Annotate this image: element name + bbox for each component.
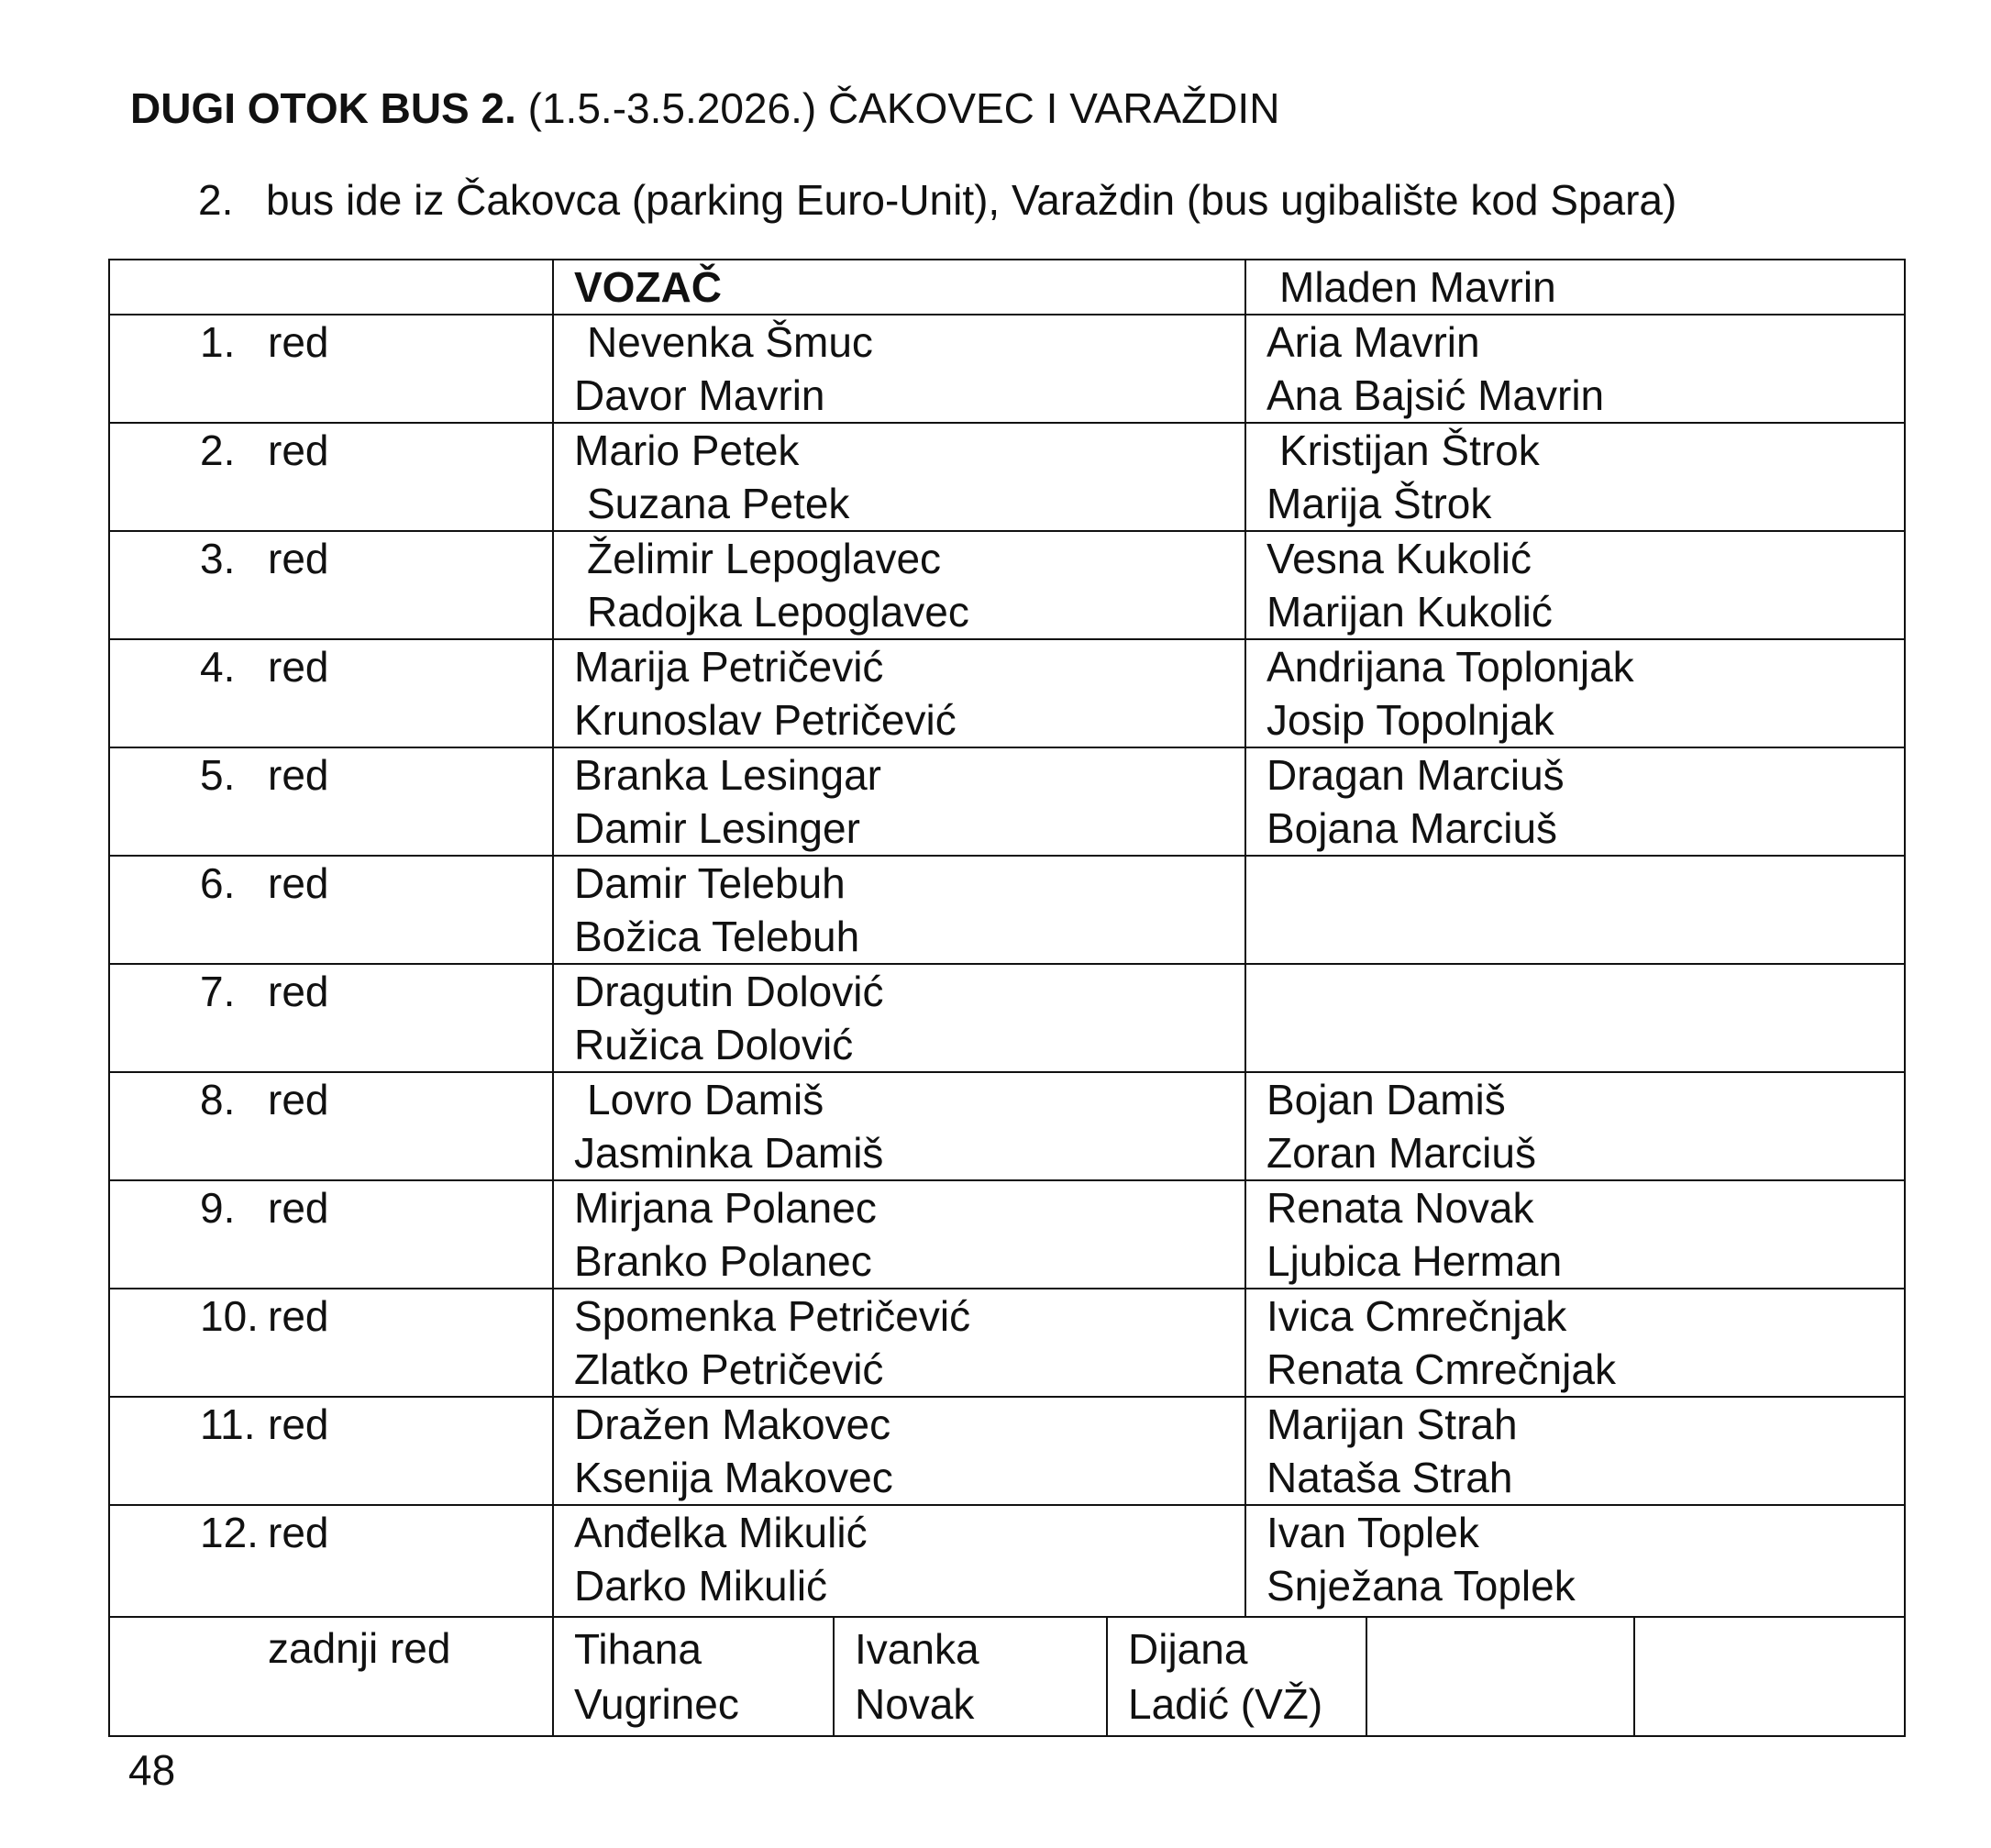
table-row xyxy=(109,964,1905,1072)
table-row xyxy=(109,531,1905,639)
passenger-name: Ivanka xyxy=(855,1625,979,1673)
row-label-text: red xyxy=(268,643,329,691)
last-row-seat xyxy=(1634,1618,1905,1735)
row-number: 10. xyxy=(200,1292,259,1340)
last-row xyxy=(109,1617,1905,1736)
row-label xyxy=(109,1289,553,1397)
table-row xyxy=(109,315,1905,423)
left-seats xyxy=(553,1505,1245,1617)
passenger-name: Branka Lesingar xyxy=(574,751,881,799)
driver-name-text: Mladen Mavrin xyxy=(1279,263,1556,311)
left-seats xyxy=(553,423,1245,531)
driver-label: VOZAČ xyxy=(553,260,1245,315)
row-label-text: red xyxy=(268,1509,329,1556)
passenger-name: Dijana xyxy=(1128,1625,1248,1673)
last-row-seat xyxy=(1107,1618,1366,1735)
row-label xyxy=(109,423,553,531)
driver-name xyxy=(1245,260,1905,315)
passenger-name xyxy=(1655,1621,1905,1676)
passenger-name xyxy=(1388,1621,1633,1676)
row-label-text: red xyxy=(268,426,329,474)
passenger-name: Novak xyxy=(855,1680,975,1728)
seating-table xyxy=(108,259,1906,1737)
passenger-name: Damir Telebuh xyxy=(574,859,846,907)
passenger-name: Kristijan Štrok xyxy=(1279,426,1540,474)
title-rest: (1.5.-3.5.2026.) ČAKOVEC I VARAŽDIN xyxy=(515,84,1280,132)
row-label xyxy=(109,747,553,856)
passenger-name: Vugrinec xyxy=(574,1680,739,1728)
table-row xyxy=(109,423,1905,531)
left-seats xyxy=(553,1289,1245,1397)
passenger-name: Dragan Marciuš xyxy=(1266,751,1565,799)
left-seats xyxy=(553,1072,1245,1180)
table-row xyxy=(109,1180,1905,1289)
passenger-name: Božica Telebuh xyxy=(574,913,860,960)
row-number: 3. xyxy=(200,535,236,582)
right-seats xyxy=(1245,1289,1905,1397)
passenger-name: Damir Lesinger xyxy=(574,804,860,852)
passenger-name: Andrijana Toplonjak xyxy=(1266,643,1634,691)
passenger-name: Ivan Toplek xyxy=(1266,1509,1479,1556)
left-seats xyxy=(553,315,1245,423)
table-row xyxy=(109,1397,1905,1505)
row-number: 12. xyxy=(200,1509,259,1556)
left-seats xyxy=(553,1180,1245,1289)
passenger-name: Ivica Cmrečnjak xyxy=(1266,1292,1567,1340)
right-seats xyxy=(1245,315,1905,423)
passenger-name: Želimir Lepoglavec xyxy=(587,535,942,582)
passenger-name: Branko Polanec xyxy=(574,1237,872,1285)
right-seats xyxy=(1245,1180,1905,1289)
passenger-name: Josip Topolnjak xyxy=(1266,696,1554,744)
passenger-name: Spomenka Petričević xyxy=(574,1292,971,1340)
passenger-name xyxy=(1266,965,1904,1018)
driver-row xyxy=(109,260,1905,315)
row-label-text: red xyxy=(268,1292,329,1340)
row-number: 1. xyxy=(200,318,236,366)
passenger-name: Ljubica Herman xyxy=(1266,1237,1563,1285)
row-label-text: red xyxy=(268,968,329,1015)
passenger-name: Mario Petek xyxy=(574,426,800,474)
passenger-name: Marija Štrok xyxy=(1266,480,1492,527)
left-seats xyxy=(553,747,1245,856)
row-label xyxy=(109,531,553,639)
table-row xyxy=(109,639,1905,747)
passenger-name: Renata Cmrečnjak xyxy=(1266,1345,1616,1393)
passenger-name: Ksenija Makovec xyxy=(574,1454,893,1501)
passenger-name: Dražen Makovec xyxy=(574,1400,891,1448)
row-label xyxy=(109,315,553,423)
row-label-text: red xyxy=(268,859,329,907)
left-seats xyxy=(553,639,1245,747)
passenger-name: Tihana xyxy=(574,1625,702,1673)
row-label-text: red xyxy=(268,1400,329,1448)
right-seats xyxy=(1245,964,1905,1072)
left-seats xyxy=(553,856,1245,964)
passenger-name: Bojana Marciuš xyxy=(1266,804,1558,852)
left-seats xyxy=(553,531,1245,639)
passenger-name: Krunoslav Petričević xyxy=(574,696,957,744)
left-seats xyxy=(553,964,1245,1072)
passenger-name: Marijan Kukolić xyxy=(1266,588,1553,636)
passenger-name: Renata Novak xyxy=(1266,1184,1534,1232)
right-seats xyxy=(1245,1397,1905,1505)
passenger-name: Marijan Strah xyxy=(1266,1400,1518,1448)
passenger-name: Darko Mikulić xyxy=(574,1562,828,1610)
right-seats xyxy=(1245,1072,1905,1180)
passenger-name xyxy=(1388,1676,1633,1732)
passenger-name: Aria Mavrin xyxy=(1266,318,1480,366)
right-seats xyxy=(1245,639,1905,747)
passenger-name: Davor Mavrin xyxy=(574,371,825,419)
row-label-text: red xyxy=(268,1076,329,1123)
row-label xyxy=(109,1397,553,1505)
left-seats xyxy=(553,1397,1245,1505)
row-label-text: red xyxy=(268,318,329,366)
page-title xyxy=(130,81,1279,136)
row-number: 5. xyxy=(200,751,236,799)
row-number: 8. xyxy=(200,1076,236,1123)
row-number: 2. xyxy=(200,426,236,474)
table-row xyxy=(109,747,1905,856)
passenger-name xyxy=(1266,857,1904,910)
last-row-label: zadnji red xyxy=(109,1617,553,1736)
row-label xyxy=(109,856,553,964)
last-row-seats xyxy=(553,1617,1905,1736)
row-number: 4. xyxy=(200,643,236,691)
passenger-name: Radojka Lepoglavec xyxy=(587,588,969,636)
row-label xyxy=(109,639,553,747)
passenger-name: Zlatko Petričević xyxy=(574,1345,884,1393)
row-number: 9. xyxy=(200,1184,236,1232)
row-number: 11. xyxy=(200,1400,256,1448)
row-label xyxy=(109,1072,553,1180)
passenger-name: Vesna Kukolić xyxy=(1266,535,1532,582)
page-number: 48 xyxy=(128,1746,176,1794)
subtitle-number: 2. xyxy=(198,176,234,224)
subtitle xyxy=(198,172,1676,227)
table-row xyxy=(109,1289,1905,1397)
passenger-name: Jasminka Damiš xyxy=(574,1129,884,1177)
right-seats xyxy=(1245,531,1905,639)
last-row-seat xyxy=(834,1618,1107,1735)
table-row xyxy=(109,856,1905,964)
subtitle-text: bus ide iz Čakovca (parking Euro-Unit), Varaždin (bus ugibalište kod Spara) xyxy=(266,176,1677,224)
row-label xyxy=(109,1505,553,1617)
passenger-name: Zoran Marciuš xyxy=(1266,1129,1536,1177)
passenger-name: Nataša Strah xyxy=(1266,1454,1513,1501)
last-row-seat xyxy=(1366,1618,1634,1735)
passenger-name: Nevenka Šmuc xyxy=(587,318,873,366)
passenger-name: Anđelka Mikulić xyxy=(574,1509,868,1556)
right-seats xyxy=(1245,1505,1905,1617)
driver-empty-cell xyxy=(109,260,553,315)
row-label xyxy=(109,1180,553,1289)
right-seats xyxy=(1245,423,1905,531)
table-row xyxy=(109,1072,1905,1180)
passenger-name xyxy=(1266,1018,1904,1071)
row-label-text: red xyxy=(268,535,329,582)
passenger-name: Suzana Petek xyxy=(587,480,850,527)
passenger-name: Ružica Dolović xyxy=(574,1021,854,1068)
passenger-name xyxy=(1266,910,1904,963)
right-seats xyxy=(1245,747,1905,856)
row-label-text: red xyxy=(268,751,329,799)
passenger-name: Ladić (VŽ) xyxy=(1128,1680,1323,1728)
last-row-seat xyxy=(554,1618,834,1735)
passenger-name: Bojan Damiš xyxy=(1266,1076,1506,1123)
right-seats xyxy=(1245,856,1905,964)
passenger-name: Snježana Toplek xyxy=(1266,1562,1576,1610)
title-bold: DUGI OTOK BUS 2. xyxy=(130,84,516,132)
row-label-text: red xyxy=(268,1184,329,1232)
passenger-name: Mirjana Polanec xyxy=(574,1184,877,1232)
table-row xyxy=(109,1505,1905,1617)
passenger-name: Ana Bajsić Mavrin xyxy=(1266,371,1605,419)
row-label xyxy=(109,964,553,1072)
row-number: 6. xyxy=(200,859,236,907)
row-number: 7. xyxy=(200,968,236,1015)
passenger-name: Marija Petričević xyxy=(574,643,884,691)
passenger-name: Dragutin Dolović xyxy=(574,968,884,1015)
passenger-name xyxy=(1655,1676,1905,1732)
passenger-name: Lovro Damiš xyxy=(587,1076,824,1123)
